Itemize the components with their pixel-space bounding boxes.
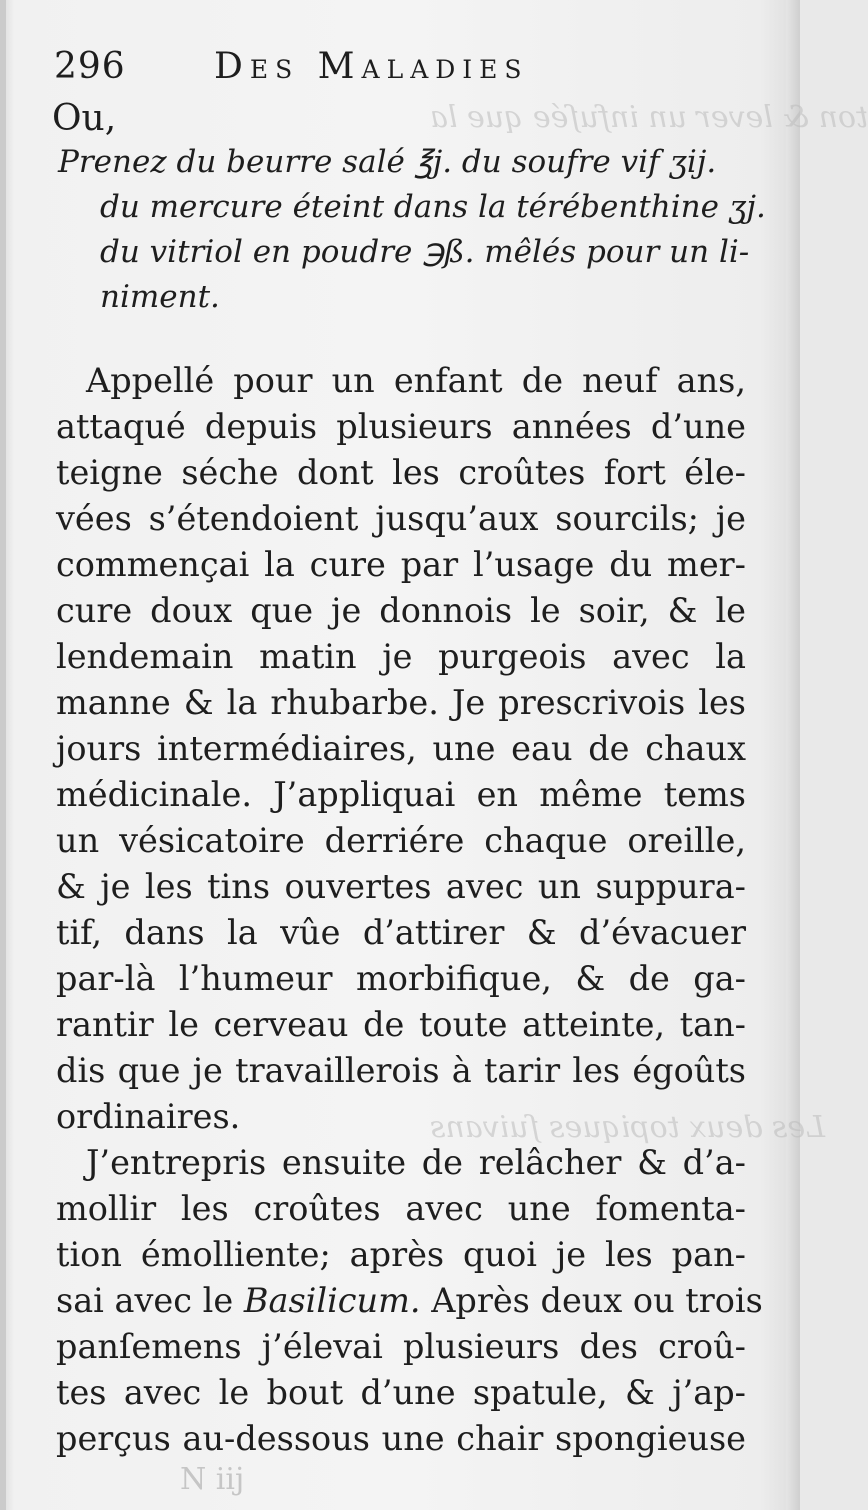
text-line: mollir les croûtes avec une fomenta- [56,1189,746,1228]
running-head [54,46,614,96]
text-line: Appellé pour un enfant de neuf ans, [86,361,746,400]
text-segment: sai avec le [56,1281,244,1320]
recipe-line: Prenez du beurre salé ℥j. du soufre vif ʒij. [58,144,717,180]
text-line: & je les tins ouvertes avec un suppura- [56,867,746,906]
text-line: médicinale. J’appliquai en même tems [56,775,746,814]
text-line: panſemens j’élevai plusieurs des croû- [56,1327,746,1366]
text-line: manne & la rhubarbe. Je prescrivois les [56,683,746,722]
bleed-through-text: Les deux topiques ſuivans [430,1110,826,1145]
recipe-line: du mercure éteint dans la térébenthine ʒj. [100,189,766,225]
text-line: ordinaires. [56,1097,241,1136]
text-line: attaqué depuis plusieurs années d’une [56,407,746,446]
text-line: jours intermédiaires, une eau de chaux [56,729,746,768]
signature-mark: N iij [180,1462,245,1497]
text-line-with-italic [56,1278,763,1324]
page-edge-shadow [786,0,800,1510]
text-line: dis que je travaillerois à tarir les égoûts [56,1051,746,1090]
text-line: tion émolliente; après quoi je les pan- [56,1235,746,1274]
recipe-line: du vitriol en poudre ℈ß. mêlés pour un li- [100,234,750,270]
text-line: commençai la cure par l’usage du mer- [56,545,746,584]
text-line: tif, dans la vûe d’attirer & d’évacuer [56,913,746,952]
page-gutter-shadow [0,0,6,1510]
running-title: Des Maladies [214,46,529,87]
bleed-through-text: ton & lever un infuſée que la [430,100,868,135]
text-line: rantir le cerveau de toute atteinte, tan- [56,1005,746,1044]
text-segment: Après deux ou trois [420,1281,763,1320]
text-line: tes avec le bout d’une spatule, & j’ap- [56,1373,746,1412]
italic-term: Basilicum. [243,1281,421,1320]
text-line: cure doux que je donnois le soir, & le [56,591,746,630]
text-line: par-là l’humeur morbifique, & de ga- [56,959,746,998]
text-line: J’entrepris ensuite de relâcher & d’a- [86,1143,746,1182]
text-line: teigne séche dont les croûtes fort éle- [56,453,746,492]
page-number: 296 [54,46,126,87]
text-line: vées s’étendoient jusqu’aux sourcils; je [56,499,746,538]
text-line: lendemain matin je purgeois avec la [56,637,746,676]
text-line: perçus au-dessous une chair spongieuse [56,1419,746,1458]
text-line: un vésicatoire derriére chaque oreille, [56,821,746,860]
alternative-label: Ou, [52,98,117,139]
recipe-line: niment. [100,279,220,315]
